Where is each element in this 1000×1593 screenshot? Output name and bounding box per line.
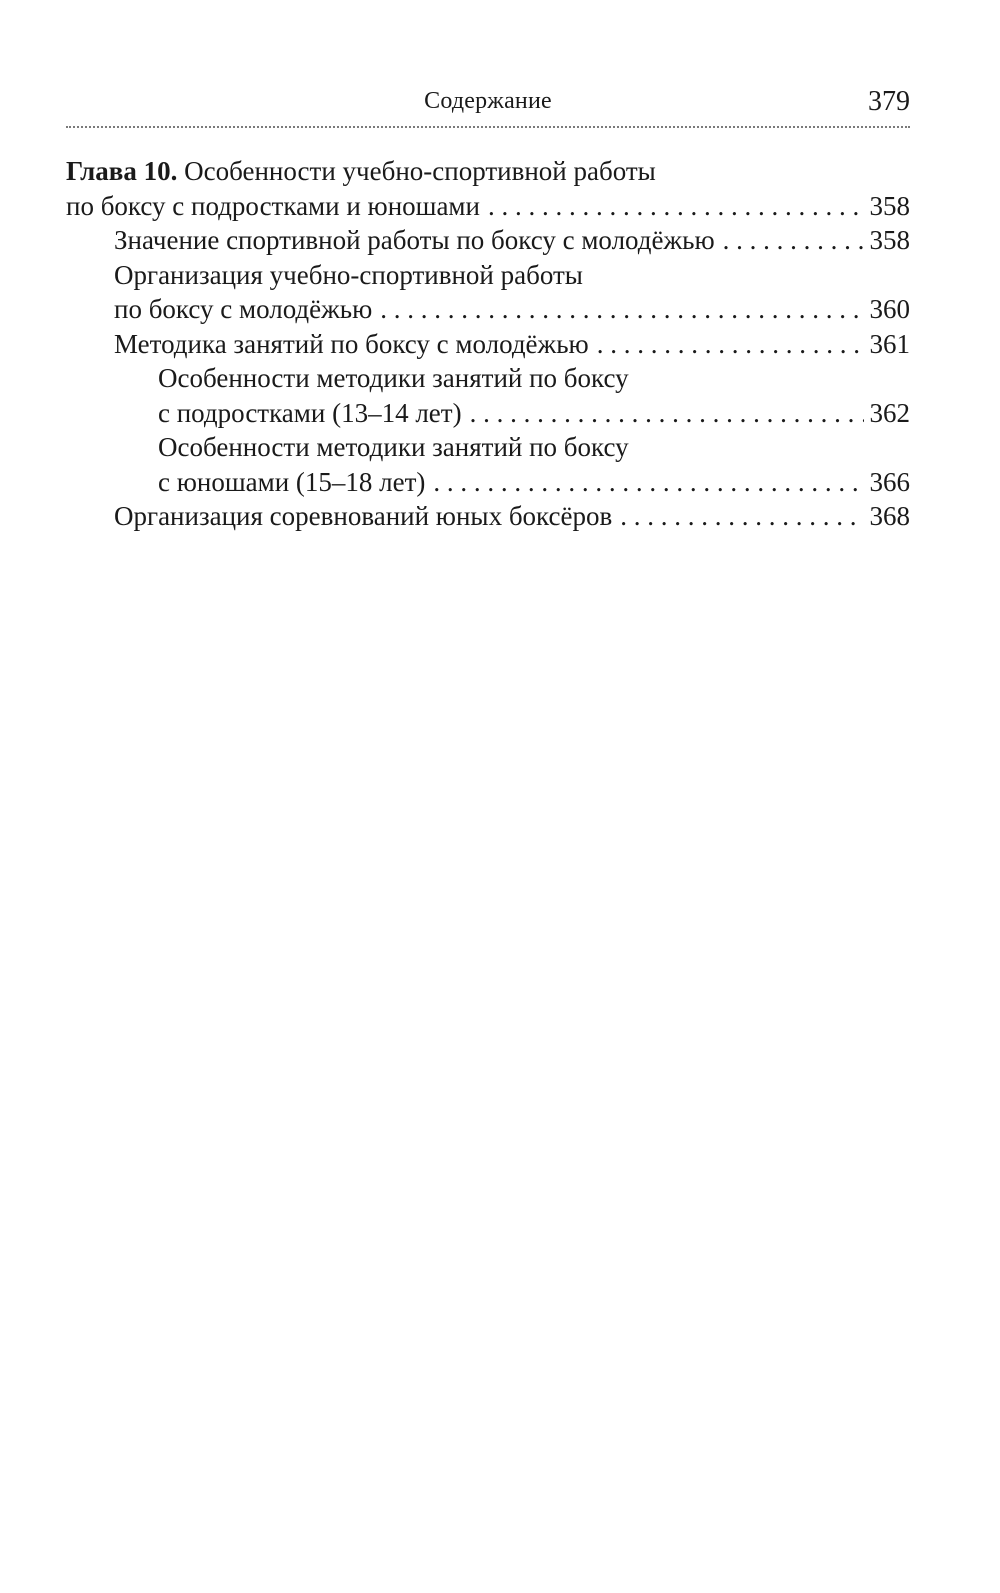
toc-entry[interactable] [66,499,910,534]
toc-subentry-title: Особенности методики занятий по боксу [158,432,629,462]
toc-page-number: 368 [869,501,910,531]
toc-entry-last-line [114,499,910,534]
dot-leader [723,223,864,258]
toc-page-number: 366 [869,466,910,497]
toc-entry[interactable] [66,223,910,258]
running-title: Содержание [424,88,552,114]
toc-entry-last-line [114,292,910,327]
toc-subentry[interactable] [66,361,910,430]
dot-leader [433,465,863,500]
dot-leader [597,327,864,362]
toc-chapter-line [66,154,910,189]
toc-page-number: 360 [869,294,910,324]
page-number: 379 [868,86,910,117]
toc-page-number: 358 [869,225,910,255]
dot-leader [488,189,864,224]
header-dotted-rule [66,126,910,128]
dot-leader [470,396,864,431]
toc-page-number: 358 [869,190,910,221]
toc-subentry-last-line [158,396,910,431]
toc-entry-title: Организация учебно-спортивной работы [114,259,583,290]
toc-entry-title: Организация соревнований юных боксёров [114,501,613,531]
toc-entry-title-cont: по боксу с молодёжью [114,294,373,324]
toc-chapter-last-line [66,189,910,224]
toc-entry-title: Значение спортивной работы по боксу с молодёжью [114,225,715,255]
toc-subentry-last-line [158,465,910,500]
running-head [66,78,910,118]
toc-entry[interactable] [66,258,910,327]
dot-leader [620,499,863,534]
toc-page-number: 361 [869,328,910,359]
toc-chapter-title-cont: по боксу с подростками и юношами [66,190,480,221]
toc-subentry-title-cont: с юношами (15–18 лет) [158,466,426,497]
toc-entry-last-line [114,327,910,362]
toc-entry-last-line [114,223,910,258]
toc-subentry[interactable] [66,430,910,499]
toc-entry-title: Методика занятий по боксу с молодёжью [114,328,589,359]
toc-chapter-label: Глава 10. [66,156,178,186]
toc-entry[interactable] [66,327,910,362]
dot-leader [380,292,863,327]
table-of-contents [66,154,910,534]
toc-chapter-title: Особенности учебно-спортивной работы [184,156,656,186]
toc-subentry-title: Особенности методики занятий по боксу [158,363,629,393]
toc-chapter-entry[interactable] [66,154,910,223]
toc-subentry-title-cont: с подростками (13–14 лет) [158,397,462,428]
toc-page-number: 362 [869,397,910,428]
